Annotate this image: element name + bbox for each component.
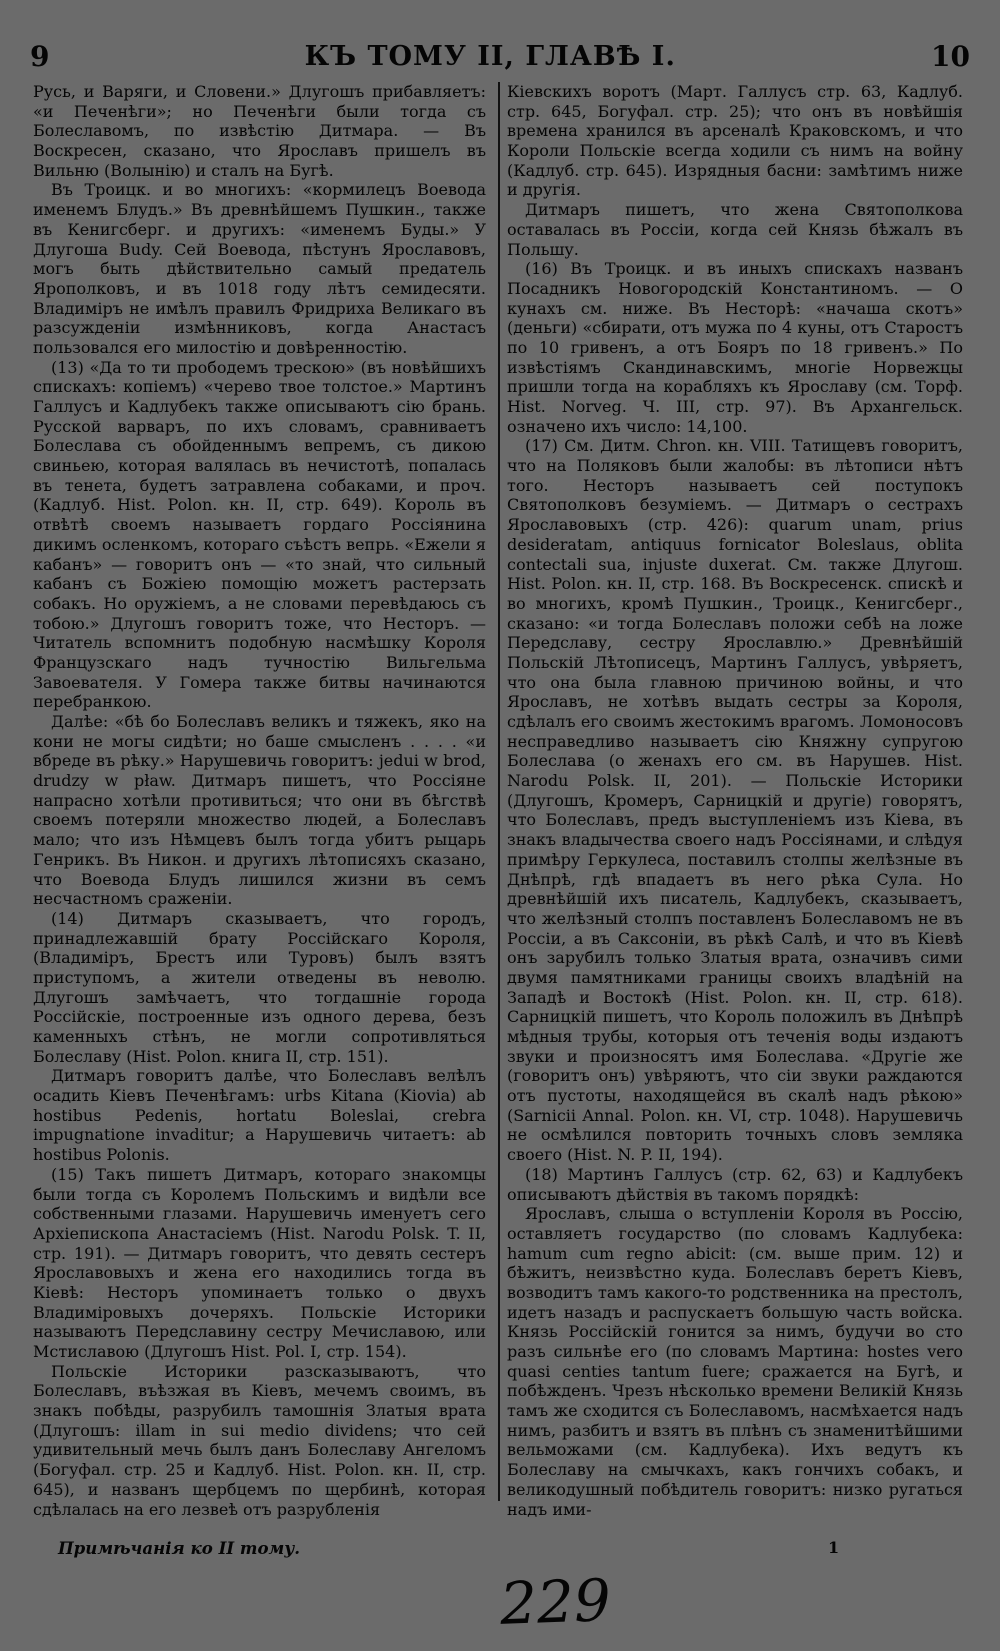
paragraph: Ярославъ, слыша о вступленіи Короля въ Россію, оставляетъ государство (по словамъ Кадлубека: hamum cum regno abicit: (см. выше прим. 12) и бѣжитъ, неизвѣстно куда. Болеславъ беретъ Кіевъ, возводитъ тамъ какого-то родственника на престолъ, идетъ назадъ и распускаетъ большую часть войска. Князь Россійскій гонится за нимъ, будучи во сто разъ сильнѣе его (по словамъ Мартина: hostes vero quasi centies tantum fuere; сражается на Бугѣ, и побѣжденъ. Чрезъ нѣсколько времени Великій Князь тамъ же сходится съ Болеславомъ, насмѣхается надъ нимъ, разбитъ и взятъ въ плѣнъ съ знаменитѣйшими вельможами (см. Кадлубека). Ихъ ведутъ къ Болеславу на смычкахъ, какъ гончихъ собакъ, и великодушный побѣдитель говоритъ: низко ругаться надъ ими- (507, 1204, 963, 1519)
running-title: КЪ ТОМУ II, ГЛАВѢ I. (304, 40, 676, 72)
paragraph: Далѣе: «бѣ бо Болеславъ великъ и тяжекъ, яко на кони не могы сидѣти; но баше смысленъ . . . . «и вбреде въ рѣку.» Нарушевичь говоритъ: jedui w brod, drudzy w pław. Дитмаръ пишетъ, что Россіяне напрасно хотѣли противиться; что они въ бѣгствѣ своемъ потеряли множество людей, а Болеславъ мало; что изъ Нѣмцевъ былъ тогда убитъ рыцарь Генрикъ. Въ Никон. и другихъ лѣтописяхъ сказано, что Воевода Блудъ лишился жизни въ семъ несчастномъ сраженіи. (33, 712, 486, 909)
handwritten-page-number: 229 (498, 1566, 612, 1638)
page-header (30, 38, 970, 74)
right-page-number: 10 (931, 39, 970, 73)
column-divider (498, 82, 500, 1501)
paragraph: (16) Въ Троицк. и въ иныхъ спискахъ названъ Посадникъ Новогородскій Константиномъ. — О кунахъ см. ниже. Въ Несторѣ: «начаша скотъ» (деньги) «сбирати, отъ мужа по 4 куны, отъ Старостъ по 10 гривенъ, а отъ Бояръ по 18 гривенъ.» По извѣстіямъ Скандинавскимъ, многіе Норвежцы пришли тогда на корабляхъ къ Ярославу (см. Торф. Hist. Norveg. Ч. III, стр. 97). Въ Архангельск. означено ихъ число: 14,100. (507, 259, 963, 436)
paragraph: Русь, и Варяги, и Словени.» Длугошъ прибавляетъ: «и Печенѣги»; но Печенѣги были тогда съ Болеславомъ, по извѣстію Дитмара. — Въ Воскресен, сказано, что Ярославъ пришелъ въ Вильню (Волынію) и сталъ на Бугѣ. (33, 82, 486, 180)
paragraph: Въ Троицк. и во многихъ: «кормилецъ Воевода именемъ Блудъ.» Въ древнѣйшемъ Пушкин., также въ Кенигсберг. и другихъ: «именемъ Буды.» У Длугоша Budy. Сей Воевода, пѣстунъ Ярославовъ, могъ быть дѣйствительно самый предатель Ярополковъ, и въ 1018 году лѣтъ семидесяти. Владиміръ не имѣлъ правилъ Фридриха Великаго въ разсужденіи измѣнниковъ, когда Анастасъ пользовался его милостію и довѣренностію. (33, 180, 486, 357)
right-column (507, 82, 963, 1519)
sheet-mark: 1 (828, 1538, 840, 1557)
paragraph: Польскіе Историки разсказываютъ, что Болеславъ, въѣзжая въ Кіевъ, мечемъ своимъ, въ знакъ побѣды, разрубилъ тамошнія Златыя врата (Длугошъ: illam in sui medio dividens; что сей удивительный мечь былъ данъ Болеславу Ангеломъ (Богуфал. стр. 25 и Кадлуб. Hist. Polon. кн. II, стр. 645), и названъ щербцемъ по щербинѣ, которая сдѣлалась на его лезвеѣ отъ разрубленія (33, 1361, 486, 1519)
left-page-number: 9 (30, 39, 50, 73)
paragraph: (13) «Да то ти прободемъ трескою» (въ новѣйшихъ спискахъ: копіемъ) «черево твое толстое.» Мартинъ Галлусъ и Кадлубекъ также описываютъ сію брань. Русской варваръ, по ихъ словамъ, сравниваетъ Болеслава съ обойденнымъ вепремъ, съ дикою свиньею, которая валялась въ нечистотѣ, попалась въ тенета, будетъ затравлена собаками, и проч. (Кадлуб. Hist. Polon. кн. II, стр. 649). Король въ отвѣтѣ своемъ называетъ гордаго Россіянина дикимъ осленкомъ, котораго съѣстъ вепрь. «Ежели я кабанъ» — говоритъ онъ — «то знай, что сильный кабанъ съ Божіею помощію можетъ растерзать собакъ. Но оружіемъ, а не словами перевѣдаюсь съ тобою.» Длугошъ говоритъ тоже, что Несторъ. — Читатель вспомнитъ подобную насмѣшку Короля Французскаго надъ тучностію Вильгельма Завоевателя. У Гомера также битвы начинаются перебранкою. (33, 357, 487, 712)
paragraph: Дитмаръ говоритъ далѣе, что Болеславъ велѣлъ осадить Кіевъ Печенѣгамъ: urbs Kitana (Kiovia) ab hostibus Pedenis, hortatu Boleslai, crebra impugnatione invaditur; а Нарушевичь читаетъ: ab hostibus Polonis. (33, 1066, 486, 1165)
paragraph: Кіевскихъ воротъ (Март. Галлусъ стр. 63, Кадлуб. стр. 645, Богуфал. стр. 25); что онъ въ новѣйшія времена хранился въ арсеналѣ Краковскомъ, и что Короли Польскіе всегда ходили съ нимъ на войну (Кадлуб. стр. 645). Изрядныя басни: замѣтимъ ниже и другія. (507, 82, 963, 200)
paragraph: Дитмаръ пишетъ, что жена Святополкова оставалась въ Россіи, когда сей Князь бѣжалъ въ Польшу. (507, 200, 963, 259)
left-column (33, 82, 486, 1519)
signature-line: Примѣчанія ко II тому. (58, 1538, 301, 1558)
paragraph: (17) См. Дитм. Chron. кн. VIII. Татищевъ говоритъ, что на Поляковъ были жалобы: въ лѣтописи нѣтъ того. Несторъ называетъ сей поступокъ Святополковъ безуміемъ. — Дитмаръ о сестрахъ Ярославовыхъ (стр. 426): quarum unam, prius desideratam, antiquus fornicator Boleslaus, oblita contectali sua, injuste duxerat. См. также Длугош. Hist. Polon. кн. II, стр. 168. Въ Воскресенск. спискѣ и во многихъ, кромѣ Пушкин., Троицк., Кенигсберг., сказано: «и тогда Болеславъ положи себѣ на ложе Передславу, сестру Ярославлю.» Древнѣйшій Польскій Лѣтописецъ, Мартинъ Галлусъ, увѣряетъ, что она была главною причиною войны, и что Ярославъ, не хотѣвъ выдать сестры за Короля, сдѣлалъ его своимъ жестокимъ врагомъ. Ломоносовъ несправедливо называетъ сію Княжну супругою Болеслава (о женахъ его см. въ Нарушев. Hist. Narodu Polsk. II, 201). — Польскіе Историки (Длугошъ, Кромеръ, Сарницкій и другіе) говорятъ, что Болеславъ, предъ выступленіемъ изъ Кіева, въ знакъ владычества своего надъ Россіянами, и слѣдуя примѣру Геркулеса, поставилъ столпы желѣзные въ Днѣпрѣ, гдѣ впадаетъ въ него рѣка Сула. Но древнѣйшій ихъ писатель, Кадлубекъ, сказываетъ, что желѣзный столпъ поставленъ Болеславомъ не въ Россіи, а въ Саксоніи, въ рѣкѣ Салѣ, и что въ Кіевѣ онъ зарубилъ только Златыя врата, означивъ сими двумя памятниками границы своихъ владѣній на Западѣ и Востокѣ (Hist. Polon. кн. II, стр. 618). Сарницкій пишетъ, что Король положилъ въ Днѣпрѣ мѣдныя трубы, которыя отъ теченія воды издаютъ звуки и произносятъ имя Болеслава. «Другіе же (говоритъ онъ) увѣряютъ, что сіи звуки раждаются отъ пустоты, находящейся въ скалѣ надъ рѣкою» (Sarnicii Annal. Polon. кн. VI, стр. 1048). Нарушевичь не осмѣлился повторить точныхъ словъ земляка своего (Hist. N. P. II, 194). (507, 436, 963, 1165)
paragraph: (15) Такъ пишетъ Дитмаръ, котораго знакомцы были тогда съ Королемъ Польскимъ и видѣли все собственными глазами. Нарушевичь именуетъ сего Архіепископа Анастасіемъ (Hist. Narodu Polsk. T. II, стр. 191). — Дитмаръ говоритъ, что девять сестеръ Ярославовыхъ и жена его находились тогда въ Кіевѣ: Несторъ упоминаетъ только о двухъ Владиміровыхъ дочеряхъ. Польскіе Историки называютъ Передславину сестру Мечиславою, или Мстиславою (Длугошъ Hist. Pol. I, стр. 154). (33, 1164, 486, 1361)
paragraph: (18) Мартинъ Галлусъ (стр. 62, 63) и Кадлубекъ описываютъ дѣйствія въ такомъ порядкѣ: (507, 1164, 963, 1204)
paragraph: (14) Дитмаръ сказываетъ, что городъ, принадлежавшій брату Россійскаго Короля, (Владиміръ, Брестъ или Туровъ) былъ взятъ приступомъ, а жители отведены въ неволю. Длугошъ замѣчаетъ, что тогдашніе города Россійскіе, построенные изъ одного дерева, безъ каменныхъ стѣнъ, не могли сопротивляться Болеславу (Hist. Polon. книга II, стр. 151). (33, 908, 486, 1066)
